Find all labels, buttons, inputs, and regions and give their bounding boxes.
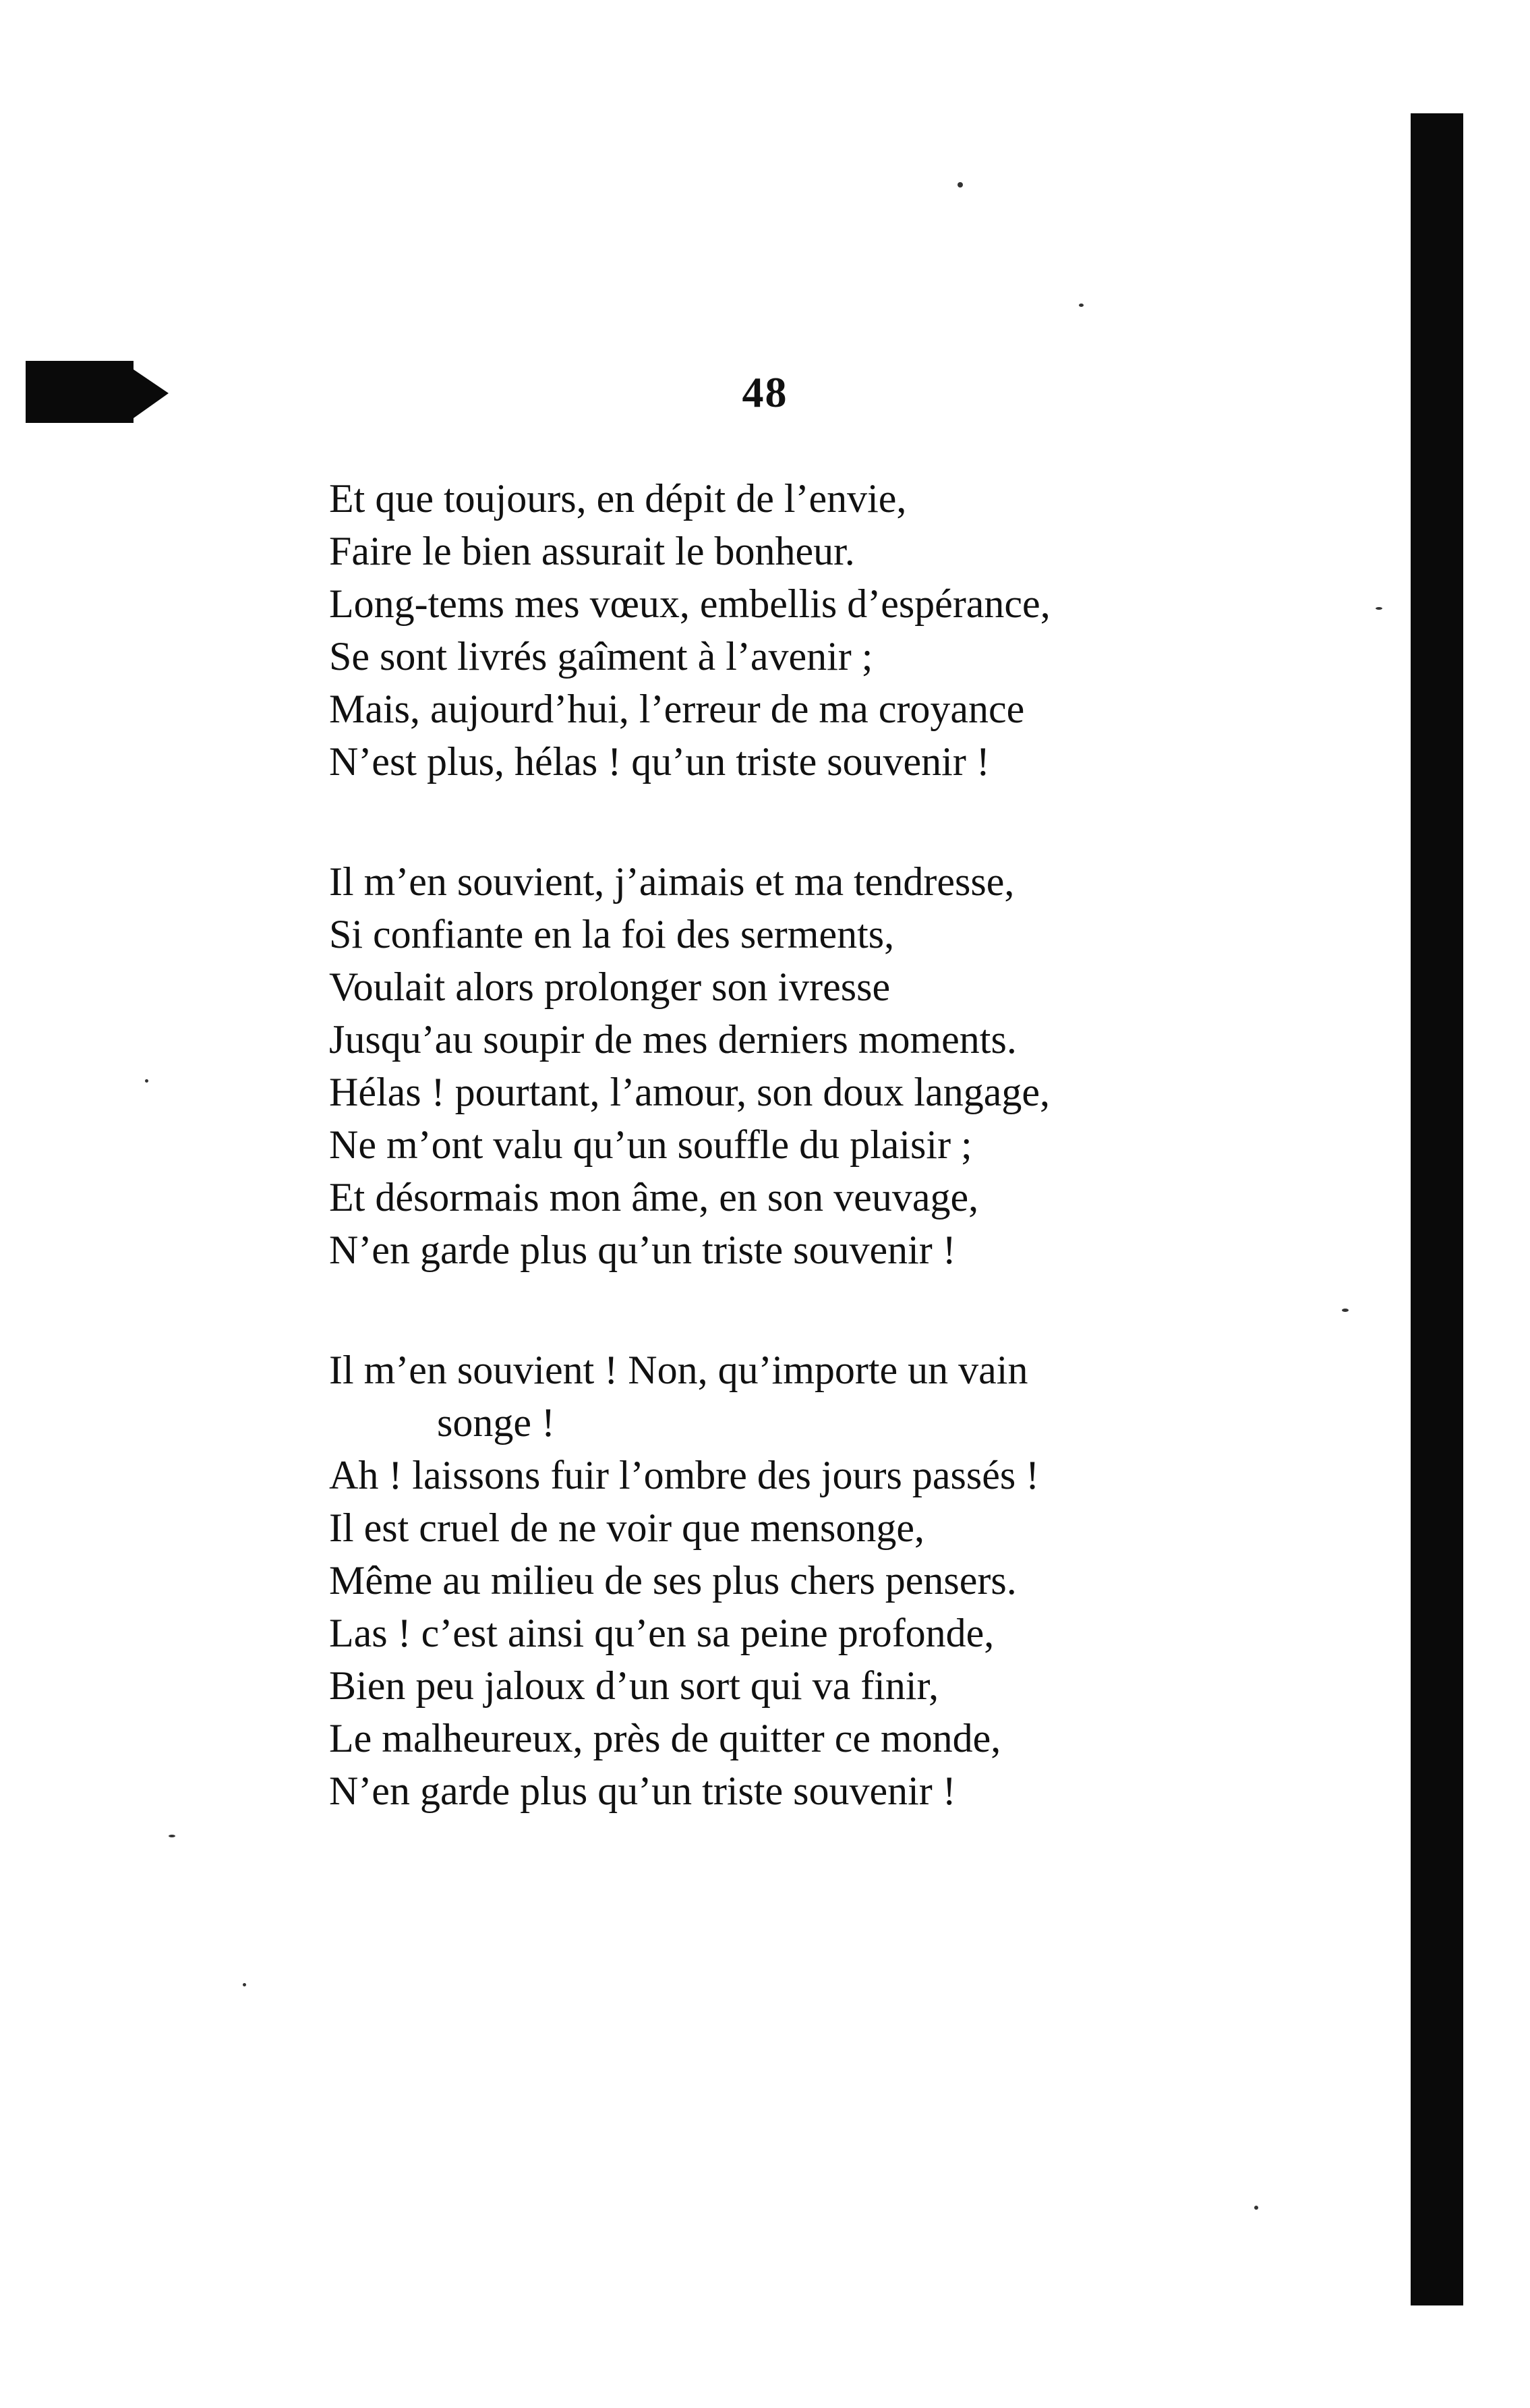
verse-line: Long-tems mes vœux, embellis d’espérance, — [329, 581, 1051, 626]
verse-line-continuation: songe ! — [437, 1400, 555, 1445]
verse-line: Si confiante en la foi des serments, — [329, 912, 895, 956]
scan-speck — [243, 1983, 246, 1986]
stanza-1 — [329, 472, 1354, 788]
verse-line: Et désormais mon âme, en son veuvage, — [329, 1175, 979, 1220]
verse-line: N’est plus, hélas ! qu’un triste souvenir ! — [329, 739, 990, 784]
verse-line: Voulait alors prolonger son ivresse — [329, 965, 891, 1009]
scan-speck — [1254, 2206, 1258, 2210]
verse-line: Las ! c’est ainsi qu’en sa peine profonde, — [329, 1611, 995, 1655]
binding-strip — [1411, 113, 1463, 2305]
scan-speck — [1079, 304, 1084, 307]
verse-line: Et que toujours, en dépit de l’envie, — [329, 476, 907, 521]
scan-speck — [1376, 607, 1382, 610]
verse-line: Ah ! laissons fuir l’ombre des jours passés ! — [329, 1453, 1040, 1497]
poem — [329, 472, 1354, 1885]
verse-line: Il est cruel de ne voir que mensonge, — [329, 1506, 925, 1550]
scan-speck — [145, 1079, 148, 1083]
verse-line: Il m’en souvient, j’aimais et ma tendresse, — [329, 859, 1015, 904]
verse-line: Il m’en souvient ! Non, qu’importe un vain — [329, 1348, 1028, 1392]
verse-line: Même au milieu de ses plus chers pensers. — [329, 1558, 1017, 1603]
verse-line: N’en garde plus qu’un triste souvenir ! — [329, 1769, 956, 1813]
verse-line: Mais, aujourd’hui, l’erreur de ma croyance — [329, 687, 1025, 731]
verse-line: Jusqu’au soupir de mes derniers moments. — [329, 1017, 1017, 1062]
scan-speck — [169, 1835, 175, 1837]
scan-speck — [958, 182, 963, 188]
scan-speck — [1342, 1309, 1349, 1312]
verse-line: Faire le bien assurait le bonheur. — [329, 529, 855, 573]
verse-line: Le malheureux, près de quitter ce monde, — [329, 1716, 1001, 1760]
verse-line: Bien peu jaloux d’un sort qui va finir, — [329, 1663, 939, 1708]
verse-line: Se sont livrés gaîment à l’avenir ; — [329, 634, 873, 679]
verse-line: N’en garde plus qu’un triste souvenir ! — [329, 1228, 956, 1272]
verse-line: Ne m’ont valu qu’un souffle du plaisir ; — [329, 1122, 972, 1167]
stanza-3 — [329, 1344, 1354, 1817]
page-number: 48 — [742, 368, 788, 416]
stanza-2 — [329, 855, 1354, 1276]
verse-line: Hélas ! pourtant, l’amour, son doux langage, — [329, 1070, 1050, 1114]
